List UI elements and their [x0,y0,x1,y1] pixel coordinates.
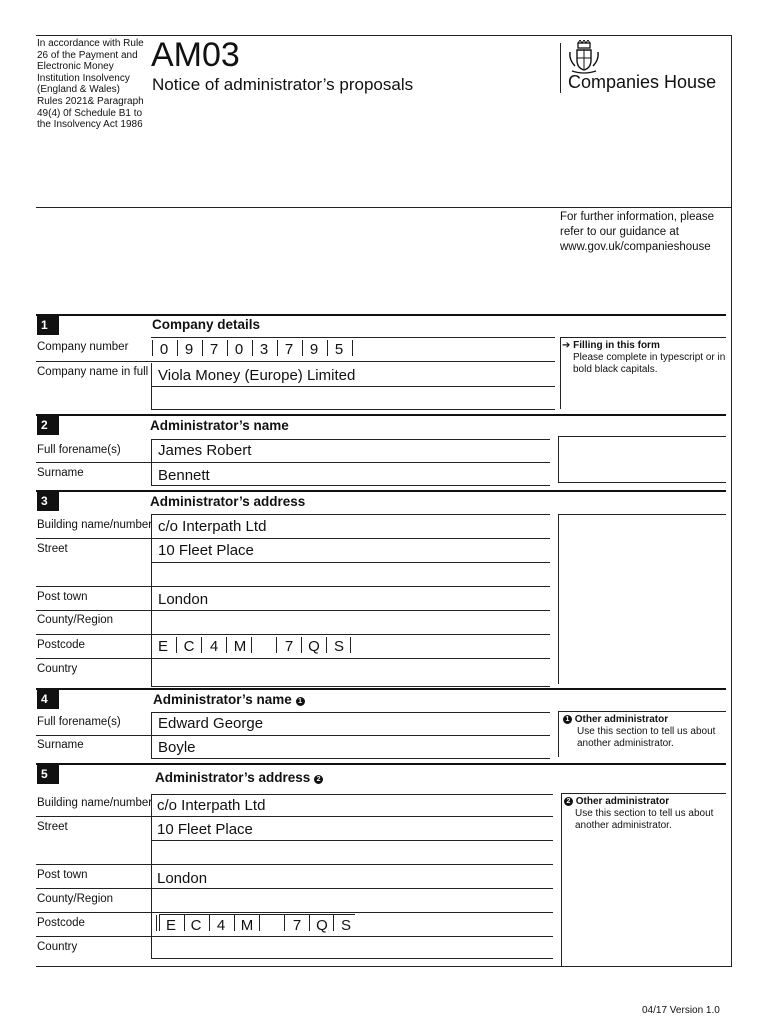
section2-title: Administrator’s name [150,418,289,433]
postcode-char-2: C [190,917,202,934]
section1-number: 1 [37,315,59,335]
section5-rule [36,763,726,765]
forename-field-2[interactable]: Edward George [158,715,264,732]
section4-title-text: Administrator’s name [153,692,292,707]
company-number-digit: 0 [234,341,244,358]
forename-label: Full forename(s) [37,444,121,456]
country-field[interactable] [152,659,550,685]
form-title: Notice of administrator’s proposals [152,75,414,94]
country-label-2: Country [37,941,78,953]
building-label: Building name/number [37,519,153,531]
country-field-2[interactable] [152,937,553,958]
postcode-char-2: Q [316,917,328,934]
other-administrator-note-1 [563,714,723,750]
section5-title-text: Administrator’s address [155,770,311,785]
other-administrator-note-2 [564,796,724,832]
postcode-char: S [333,638,344,655]
postcode-char: Q [308,638,320,655]
postcode-char: M [233,638,247,655]
form-version: 04/17 Version 1.0 [642,1005,720,1016]
note-1-title: Other administrator [574,714,669,725]
section5-number: 5 [37,764,59,784]
company-name-field[interactable]: Viola Money (Europe) Limited [158,367,356,384]
company-number-line [151,337,555,338]
footnote-2-icon: 2 [314,775,323,784]
building-field-2[interactable]: c/o Interpath Ltd [157,797,266,814]
street-field-2[interactable]: 10 Fleet Place [157,821,253,838]
section3-number: 3 [37,491,59,511]
building-field[interactable]: c/o Interpath Ltd [158,518,267,535]
note-1-text: Use this section to tell us about another administrator. [577,726,716,749]
street-label: Street [37,543,68,555]
company-number-digit: 7 [284,341,294,358]
note-2-title: Other administrator [575,796,670,807]
filling-in-form-note [562,340,727,376]
postcode-char: C [183,638,195,655]
county-label: County/Region [37,614,114,626]
surname-field[interactable]: Bennett [158,467,210,484]
postcode-char-2: 4 [216,917,226,934]
filling-note-title: Filling in this form [573,340,660,351]
section4-rule [36,688,726,690]
company-name-label: Company name in full [37,366,149,378]
section4-title [153,692,305,707]
post-town-label: Post town [37,591,88,603]
footnote-1-icon: 1 [296,697,305,706]
postcode-char-2: S [340,917,351,934]
section2-rule [36,414,726,416]
street-line2-field[interactable] [152,563,550,585]
company-number-digit: 0 [159,341,169,358]
company-number-digit: 9 [309,341,319,358]
note-2-text: Use this section to tell us about another administrator. [575,808,714,831]
footnote-2-marker-icon: 2 [564,797,573,806]
postcode-char: E [157,638,168,655]
section3-rule [36,490,726,492]
form-code: AM03 [151,36,240,74]
building-label-2: Building name/number [37,797,153,809]
county-field[interactable] [152,611,550,633]
forename-label-2: Full forename(s) [37,716,121,728]
page-right-border [731,35,732,967]
county-field-2[interactable] [152,889,553,911]
postcode-char-2: M [240,917,254,934]
section5-title [155,770,323,785]
street-line2-field-2[interactable] [152,841,553,863]
postcode-label: Postcode [37,639,85,651]
guidance-text: For further information, please refer to our guidance at www.gov.uk/companieshouse [560,211,715,253]
post-town-label-2: Post town [37,869,88,881]
company-number-digit: 5 [334,341,344,358]
logo-divider [560,43,561,93]
postcode-char-2: E [165,917,176,934]
footnote-1-marker-icon: 1 [563,715,572,724]
header-divider [36,207,732,208]
surname-label: Surname [37,467,84,479]
filling-note-text: Please complete in typescript or in bold black capitals. [573,352,726,375]
companies-house-name: Companies House [568,72,717,92]
county-label-2: County/Region [37,893,114,905]
postcode-char: 4 [209,638,219,655]
street-field[interactable]: 10 Fleet Place [158,542,254,559]
forename-field[interactable]: James Robert [158,442,252,459]
company-number-digit: 9 [184,341,194,358]
section1-rule [36,314,726,316]
page-bottom-border [36,966,732,967]
surname-field-2[interactable]: Boyle [158,739,196,756]
page-top-border [36,35,732,36]
post-town-field[interactable]: London [158,591,209,608]
section4-number: 4 [37,689,59,709]
postcode-label-2: Postcode [37,917,85,929]
country-label: Country [37,663,78,675]
post-town-field-2[interactable]: London [157,870,208,887]
company-number-label: Company number [37,341,129,353]
company-number-digit: 3 [259,341,269,358]
postcode-char: 7 [284,638,294,655]
company-number-digit: 7 [209,341,219,358]
section3-title: Administrator’s address [150,494,306,509]
street-label-2: Street [37,821,68,833]
section2-number: 2 [37,415,59,435]
arrow-right-icon: ➔ [562,340,571,351]
postcode-char-2: 7 [292,917,302,934]
surname-label-2: Surname [37,739,84,751]
section1-title: Company details [152,317,261,332]
legal-reference-text: In accordance with Rule 26 of the Payment and Electronic Money Institution Insolvency (England & Wales) Rules 2021& Paragraph 49(4) 0f Schedule B1 to the Insolvency Act 1986 [37,38,144,131]
royal-crest-icon [568,40,600,74]
